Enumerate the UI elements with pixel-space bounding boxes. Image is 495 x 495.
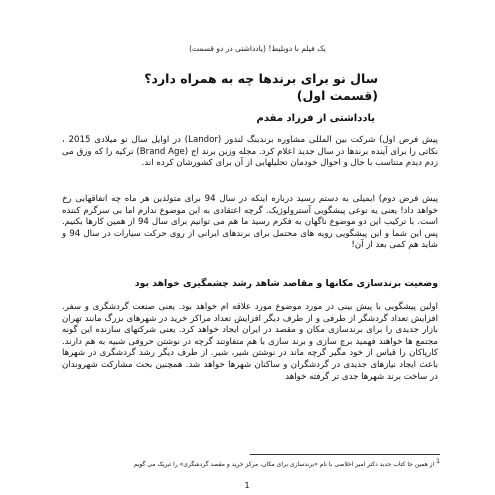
footnote	[80, 458, 440, 468]
paragraph-2: پیش فرض دوم) ایمیلی به دستم رسید درباره اینکه در سال 94 برای متولدین هر ماه چه اتفاقهایی رخ خواهد داد! یعنی یه نوعی پیشگویی آسترولوژیک. گرچه اعتقادی به این موضوع ندارم اما بی سرگرم کننده است. با ترکیب این دو موضوع ناگهان به فکرم رسید ما هم می توانیم برای سال 94 از همین کارها بکنیم. پس این شما و این پیشگویی رویه های محتمل برای برندهای ایرانی از روی حرکت سیارات در سال 94 و شاید هم کمی بعد از آن!	[62, 194, 438, 251]
paragraph-1: پیش فرض اول) شرکت بین المللی مشاوره برندینگ لندور (Landor) در اوایل سال نو میلادی 2015 ، نکاتی را برای آینده برندها در سال جدید اعلام کرد. مجله وزین برند اج (Brand Age) ترکیه را که ورق می زدم دیدم متناسب با حال و احوال خودمان تحلیلهایی از آن برای کشورشان کرده اند.	[62, 135, 438, 169]
top-note: یک فیلم با دوبلیط! (یادداشتی در دو قسمت)	[189, 44, 326, 53]
footnote-divider	[250, 454, 440, 455]
page-number: 1	[244, 481, 250, 490]
author-line: یادداشتی از فرزاد مقدم	[256, 113, 375, 124]
footnote-text: از همین جا کتاب جدید دکتر امیر اخلاصی با نام «برندسازی برای مکان، مرکز خرید و مقصد گردشگری» را تبریک می گویم	[133, 461, 435, 468]
footnote-marker: 1	[436, 458, 440, 465]
section-heading: وضعیت برندسازی مکانها و مقاصد شاهد رشد چشمگیری خواهد بود	[134, 278, 438, 289]
page-title: سال نو برای برندها چه به همراه دارد؟ (قسمت اول)	[144, 71, 378, 103]
paragraph-3: اولین پیشگویی با پیش بینی در مورد موضوع مورد علاقه ام خواهد بود. یعنی صنعت گردشگری و سفر. افزایش تعداد گردشگر از طرفی و از طرف دیگر افزایش تعداد مراکز خرید در شهرهای بزرگ مانند تهران بازار جدیدی را برای برندسازی مکان و مقصد در ایران ایجاد خواهد کرد. یعنی شرکتهای سازنده این گونه مجتمع ها خواهند فهمید برچ سازی و برند سازی با هم متفاوتند گرچه در نوشتن حروفی شبیه به هم دارند. کارپاکان را قیاس از خود مگیر گرچه ماند در نوشتن شیر، شیر. از طرف دیگر رشد گردشگری در شهرها باعث ایجاد نیازهای جدیدی در گردشگران و ساکنان شهرها خواهد شد. همچنین بحث مشارکت شهروندان در ساخت برند شهرها جدی تر گرفته خواهد	[62, 302, 438, 382]
